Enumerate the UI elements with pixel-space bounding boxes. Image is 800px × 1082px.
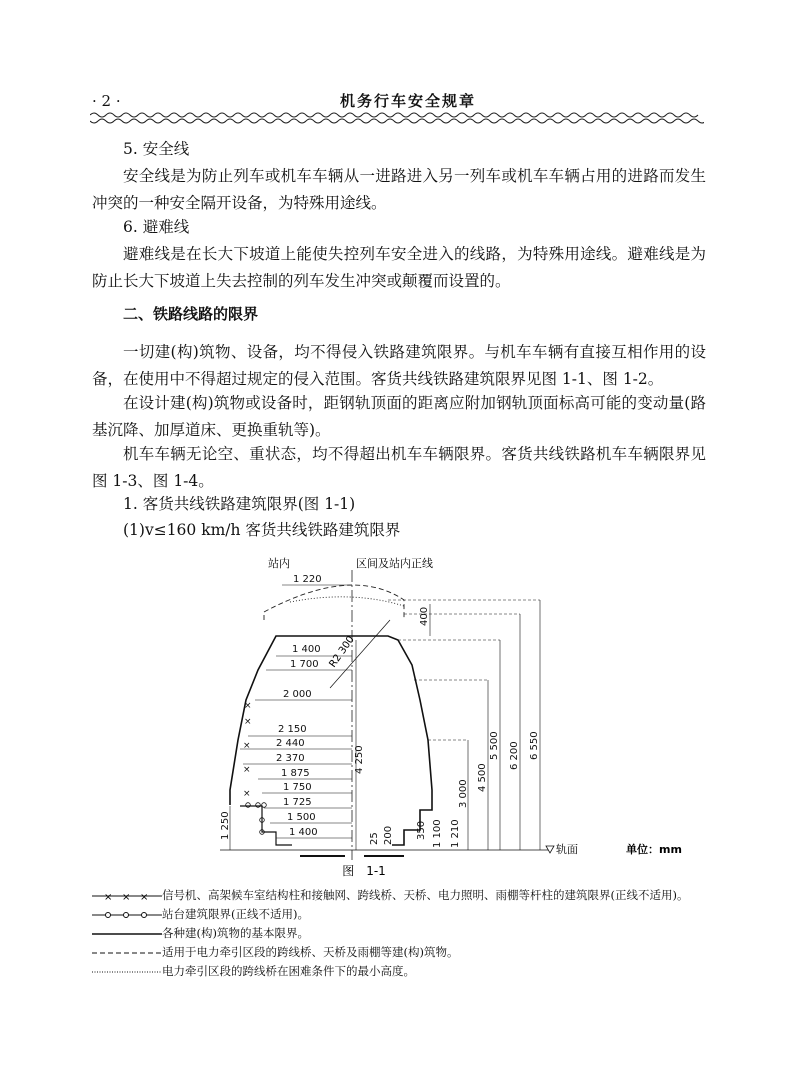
cross-line-icon xyxy=(92,891,162,901)
horizontal-dimensions xyxy=(240,574,352,838)
svg-text:2 440: 2 440 xyxy=(276,738,305,749)
svg-text:×: × xyxy=(122,892,131,901)
solid-line-icon xyxy=(92,929,162,939)
svg-text:×: × xyxy=(243,765,251,775)
item5-text: 安全线是为防止列车或机车车辆从一进路进入另一列车或机车车辆占用的进路而发生冲突的一种安全隔开设备，为特殊用途线。 xyxy=(92,167,706,212)
subheading-1: 1. 客货共线铁路建筑限界(图 1-1) xyxy=(123,495,356,513)
svg-text:3 000: 3 000 xyxy=(458,779,469,808)
svg-text:6 550: 6 550 xyxy=(529,731,540,760)
svg-text:1 750: 1 750 xyxy=(283,782,312,793)
dashed-line-icon xyxy=(92,948,162,958)
legend-item-solid: 各种建(构)筑物的基本限界。 xyxy=(92,924,688,943)
svg-text:×: × xyxy=(244,717,252,727)
dotted-min-height-line xyxy=(290,597,404,606)
page-number: · 2 · xyxy=(92,92,121,110)
svg-text:2 150: 2 150 xyxy=(278,724,307,735)
radius-label: R2 300 xyxy=(327,634,357,670)
legend-item-cross: × × × 信号机、高架候车室结构柱和接触网、跨线桥、天桥、电力照明、雨棚等杆柱的建筑限界(正线不适用)。 xyxy=(92,886,688,905)
dotted-line-icon xyxy=(92,967,162,977)
svg-text:2 000: 2 000 xyxy=(283,689,312,700)
svg-text:4 500: 4 500 xyxy=(477,763,488,792)
label-section: 区间及站内正线 xyxy=(356,557,433,570)
vertical-dimensions xyxy=(220,600,540,850)
svg-text:1 700: 1 700 xyxy=(290,659,319,670)
svg-text:6 200: 6 200 xyxy=(509,741,520,770)
svg-text:200: 200 xyxy=(383,825,394,845)
rail-label: 轨面 xyxy=(556,843,578,856)
unit-label: 单位：mm xyxy=(626,843,682,856)
svg-text:×: × xyxy=(104,892,113,901)
cross-markers xyxy=(243,701,252,799)
svg-text:25: 25 xyxy=(369,832,380,845)
paragraph-1: 一切建(构)筑物、设备，均不得侵入铁路建筑限界。与机车车辆有直接互相作用的设备，在使用中不得超过规定的侵入范围。客货共线铁路建筑限界见图 1-1、图 1-2。 xyxy=(92,343,706,388)
circle-markers xyxy=(246,803,267,835)
svg-text:×: × xyxy=(243,741,251,751)
legend-item-dotted: 电力牵引区段的跨线桥在困难条件下的最小高度。 xyxy=(92,962,688,981)
svg-text:400: 400 xyxy=(419,606,430,626)
svg-text:1 400: 1 400 xyxy=(292,644,321,655)
svg-text:1 500: 1 500 xyxy=(287,812,316,823)
svg-text:2 370: 2 370 xyxy=(276,753,305,764)
svg-text:1 875: 1 875 xyxy=(281,768,310,779)
left-lower-step xyxy=(240,806,292,845)
extension-lines xyxy=(388,600,540,740)
item6-title: 6. 避难线 xyxy=(123,218,190,236)
svg-text:×: × xyxy=(244,701,252,711)
paragraph-2: 在设计建(构)筑物或设备时，距钢轨顶面的距离应附加钢轨顶面标高可能的变动量(路基沉降、加厚道床、更换重轨等)。 xyxy=(92,394,706,439)
rail-level-symbol xyxy=(546,846,554,853)
section-heading: 二、铁路线路的限界 xyxy=(123,305,259,323)
header-wave-rule xyxy=(90,110,704,126)
circle-line-icon xyxy=(92,910,162,920)
svg-text:1 100: 1 100 xyxy=(432,819,443,848)
svg-text:1 725: 1 725 xyxy=(283,797,312,808)
legend-item-dashed: 适用于电力牵引区段的跨线桥、天桥及雨棚等建(构)筑物。 xyxy=(92,943,688,962)
subheading-1-1: (1)v≤160 km/h 客货共线铁路建筑限界 xyxy=(123,521,401,539)
item6-text: 避难线是在长大下坡道上能使失控列车安全进入的线路，为特殊用途线。避难线是为防止长大下坡道上失去控制的列车发生冲突或颠覆而设置的。 xyxy=(92,245,706,290)
legend-item-circle: 站台建筑限界(正线不适用)。 xyxy=(92,905,688,924)
book-title: 机务行车安全规章 xyxy=(340,92,477,110)
basic-clearance-outline xyxy=(230,636,432,845)
svg-text:1 250: 1 250 xyxy=(220,811,231,840)
paragraph-3: 机车车辆无论空、重状态，均不得超出机车车辆限界。客货共线铁路机车车辆限界见图 1-3、图 1-4。 xyxy=(92,445,706,490)
svg-text:350: 350 xyxy=(416,820,427,840)
legend xyxy=(92,886,688,981)
svg-text:5 500: 5 500 xyxy=(489,731,500,760)
svg-text:1 210: 1 210 xyxy=(450,819,461,848)
svg-text:×: × xyxy=(140,892,149,901)
svg-text:1 220: 1 220 xyxy=(293,574,322,585)
figure-caption: 图 1-1 xyxy=(342,864,386,878)
label-station: 站内 xyxy=(268,557,290,570)
item5-title: 5. 安全线 xyxy=(123,140,190,158)
clearance-diagram xyxy=(0,548,800,878)
svg-text:4 250: 4 250 xyxy=(354,745,365,774)
svg-text:1 400: 1 400 xyxy=(289,827,318,838)
svg-text:×: × xyxy=(243,789,251,799)
dashed-clearance-outline xyxy=(264,585,404,620)
